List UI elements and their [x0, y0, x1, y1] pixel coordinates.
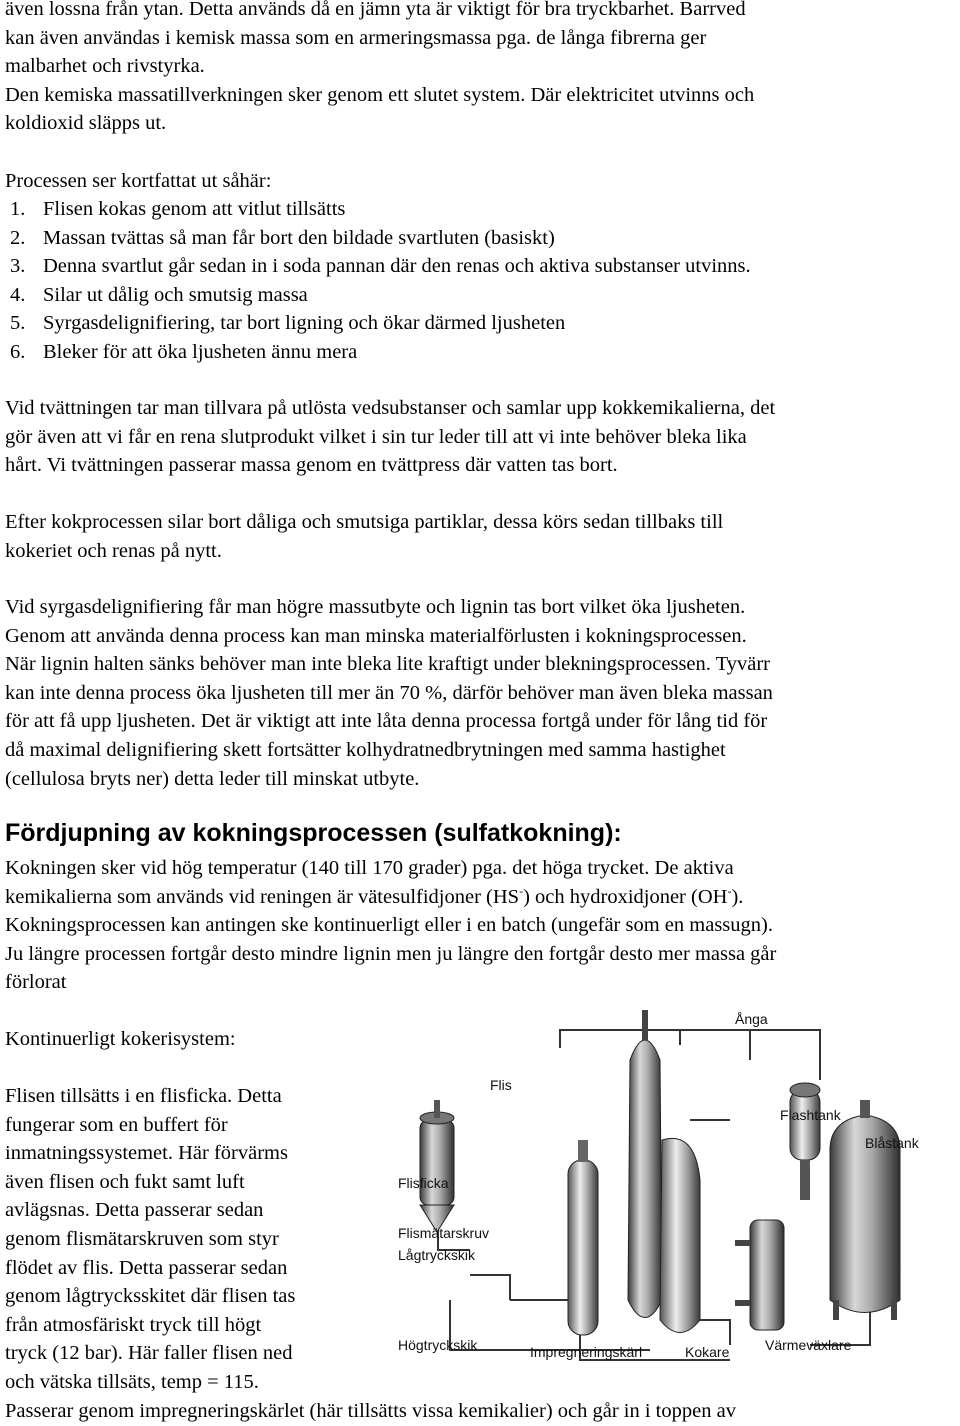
label-anga: Ånga [735, 1011, 768, 1027]
side-line: även flisen och fukt samt luft [5, 1170, 245, 1193]
heat-exchanger [735, 1220, 784, 1330]
side-description [5, 1082, 380, 1397]
label-flisficka: Flisficka [398, 1175, 449, 1191]
side-line: genom lågtrycksskitet där flisen tas [5, 1285, 296, 1308]
list-number: 2. [10, 227, 26, 249]
section-heading: Fördjupning av kokningsprocessen (sulfatkokning): [5, 819, 622, 847]
paragraph-line: kokeriet och renas på nytt. [5, 539, 222, 562]
washing-paragraph [5, 394, 955, 480]
side-line: avlägsnas. Detta passerar sedan [5, 1199, 264, 1222]
label-impregneringskarl: Impregneringskärl [530, 1344, 643, 1360]
list-item [10, 252, 751, 281]
paragraph-line: Kokningsprocessen kan antingen ske kontinuerligt eller i en batch (ungefär som en massugn). [5, 914, 773, 937]
impregnation-vessel [568, 1140, 598, 1335]
list-text: Flisen kokas genom att vitlut tillsätts [43, 198, 346, 220]
text-fragment: ) och hydroxidjoner (OH [523, 885, 728, 908]
flash-tank [790, 1083, 820, 1200]
paragraph-line: Genom att använda denna process kan man minska materialförlusten i kokningsprocessen. [5, 624, 747, 647]
side-line: inmatningssystemet. Här förvärms [5, 1142, 288, 1165]
label-flashtank: Flashtank [780, 1107, 841, 1123]
list-text: Denna svartlut går sedan in i soda pannan där den renas och aktiva substanser utvinns. [43, 255, 751, 277]
side-line: från atmosfäriskt tryck till högt [5, 1313, 262, 1336]
paragraph-line: (cellulosa bryts ner) detta leder till minskat utbyte. [5, 767, 420, 790]
side-line: genom flismätarskruven som styr [5, 1227, 279, 1250]
intro-line: Den kemiska massatillverkningen sker genom ett slutet system. Där elektricitet utvinns och [5, 83, 755, 106]
text-fragment: ). [731, 885, 744, 908]
intro-line: även lossna från ytan. Detta används då en jämn yta är viktigt för bra tryckbarhet. Barrved [5, 0, 746, 20]
side-line: fungerar som en buffert för [5, 1113, 228, 1136]
list-number: 4. [10, 284, 26, 306]
paragraph-line: förlorat [5, 971, 67, 994]
side-line: Flisen tillsätts i en flisficka. Detta [5, 1085, 282, 1107]
superscript-minus: - [519, 883, 524, 898]
label-blastank: Blåstank [865, 1135, 919, 1151]
paragraph-line: Efter kokprocessen silar bort dåliga och smutsiga partiklar, dessa körs sedan tillbaks till [5, 511, 724, 533]
list-item [10, 281, 308, 310]
paragraph-line: kan inte denna process öka ljusheten till mer än 70 %, därför behöver man även bleka massan [5, 681, 773, 704]
blow-tank [830, 1100, 900, 1320]
paragraph-line: Kokningen sker vid hög temperatur (140 till 170 grader) pga. det höga trycket. De aktiva [5, 857, 734, 879]
side-line: tryck (12 bar). Här faller flisen ned [5, 1342, 293, 1365]
paragraph-line: Vid tvättningen tar man tillvara på utlösta vedsubstanser och samlar upp kokkemikalierna, det [5, 397, 776, 419]
list-number: 1. [10, 198, 26, 220]
superscript-minus: - [727, 883, 732, 898]
list-text: Syrgasdelignifiering, tar bort ligning och ökar därmed ljusheten [43, 312, 566, 334]
intro-paragraph [5, 0, 955, 138]
label-flismatarskruv: Flismätarskruv [398, 1225, 490, 1241]
list-item [10, 309, 565, 338]
paragraph-line: Ju längre processen fortgår desto mindre lignin men ju längre den fortgår desto mer massa går [5, 942, 777, 965]
continuous-title: Kontinuerligt kokerisystem: [5, 1028, 236, 1050]
screening-paragraph [5, 508, 955, 565]
paragraph-line: gör även att vi får en rena slutprodukt vilket i sin tur leder till att vi inte behöver bleka lika [5, 425, 747, 448]
intro-line: kan även användas i kemisk massa som en armeringsmassa pga. de långa fibrerna ger [5, 26, 707, 49]
label-varmevaxlare: Värmeväxlare [765, 1337, 852, 1353]
list-text: Bleker för att öka ljusheten ännu mera [43, 341, 358, 363]
section-paragraph [5, 854, 955, 997]
paragraph-line: för att få upp ljusheten. Det är viktigt att inte låta denna processa fortgå under för lång tid för [5, 710, 768, 733]
oxygen-paragraph [5, 593, 955, 793]
intro-line: koldioxid släpps ut. [5, 112, 167, 135]
list-item [10, 224, 555, 253]
text-fragment: kemikalierna som används vid reningen är vätesulfidjoner (HS [5, 885, 520, 908]
list-item [10, 195, 345, 224]
process-intro: Processen ser kortfattat ut såhär: [5, 170, 272, 192]
list-text: Silar ut dålig och smutsig massa [43, 284, 308, 306]
last-line: Passerar genom impregneringskärlet (här tillsätts vissa kemikalier) och går in i toppen av [5, 1400, 736, 1422]
digester [628, 1010, 700, 1333]
label-hogtryckskik: Högtryckskik [398, 1337, 478, 1353]
list-number: 5. [10, 312, 26, 334]
list-item [10, 338, 357, 367]
paragraph-line: då maximal delignifiering skett fortsätter kolhydratnedbrytningen med samma hastighet [5, 738, 726, 761]
list-number: 6. [10, 341, 26, 363]
label-flis: Flis [490, 1077, 512, 1093]
paragraph-line: Vid syrgasdelignifiering får man högre massutbyte och lignin tas bort vilket öka ljusheten. [5, 596, 746, 618]
label-kokare: Kokare [685, 1344, 730, 1360]
label-lagtryckskik: Lågtryckskik [398, 1247, 476, 1263]
side-line: och vätska tillsäts, temp = 115. [5, 1370, 259, 1393]
paragraph-line: hårt. Vi tvättningen passerar massa genom en tvättpress där vatten tas bort. [5, 454, 618, 477]
paragraph-line: När lignin halten sänks behöver man inte bleka lite kraftigt under blekningsprocessen. Tyvärr [5, 653, 771, 676]
list-text: Massan tvättas så man får bort den bildade svartluten (basiskt) [43, 227, 555, 249]
intro-line: malbarhet och rivstyrka. [5, 55, 205, 78]
side-line: flödet av flis. Detta passerar sedan [5, 1256, 288, 1279]
chip-bin [420, 1100, 454, 1232]
digester-system-diagram [390, 1000, 950, 1395]
list-number: 3. [10, 255, 26, 277]
paragraph-line [5, 883, 955, 912]
